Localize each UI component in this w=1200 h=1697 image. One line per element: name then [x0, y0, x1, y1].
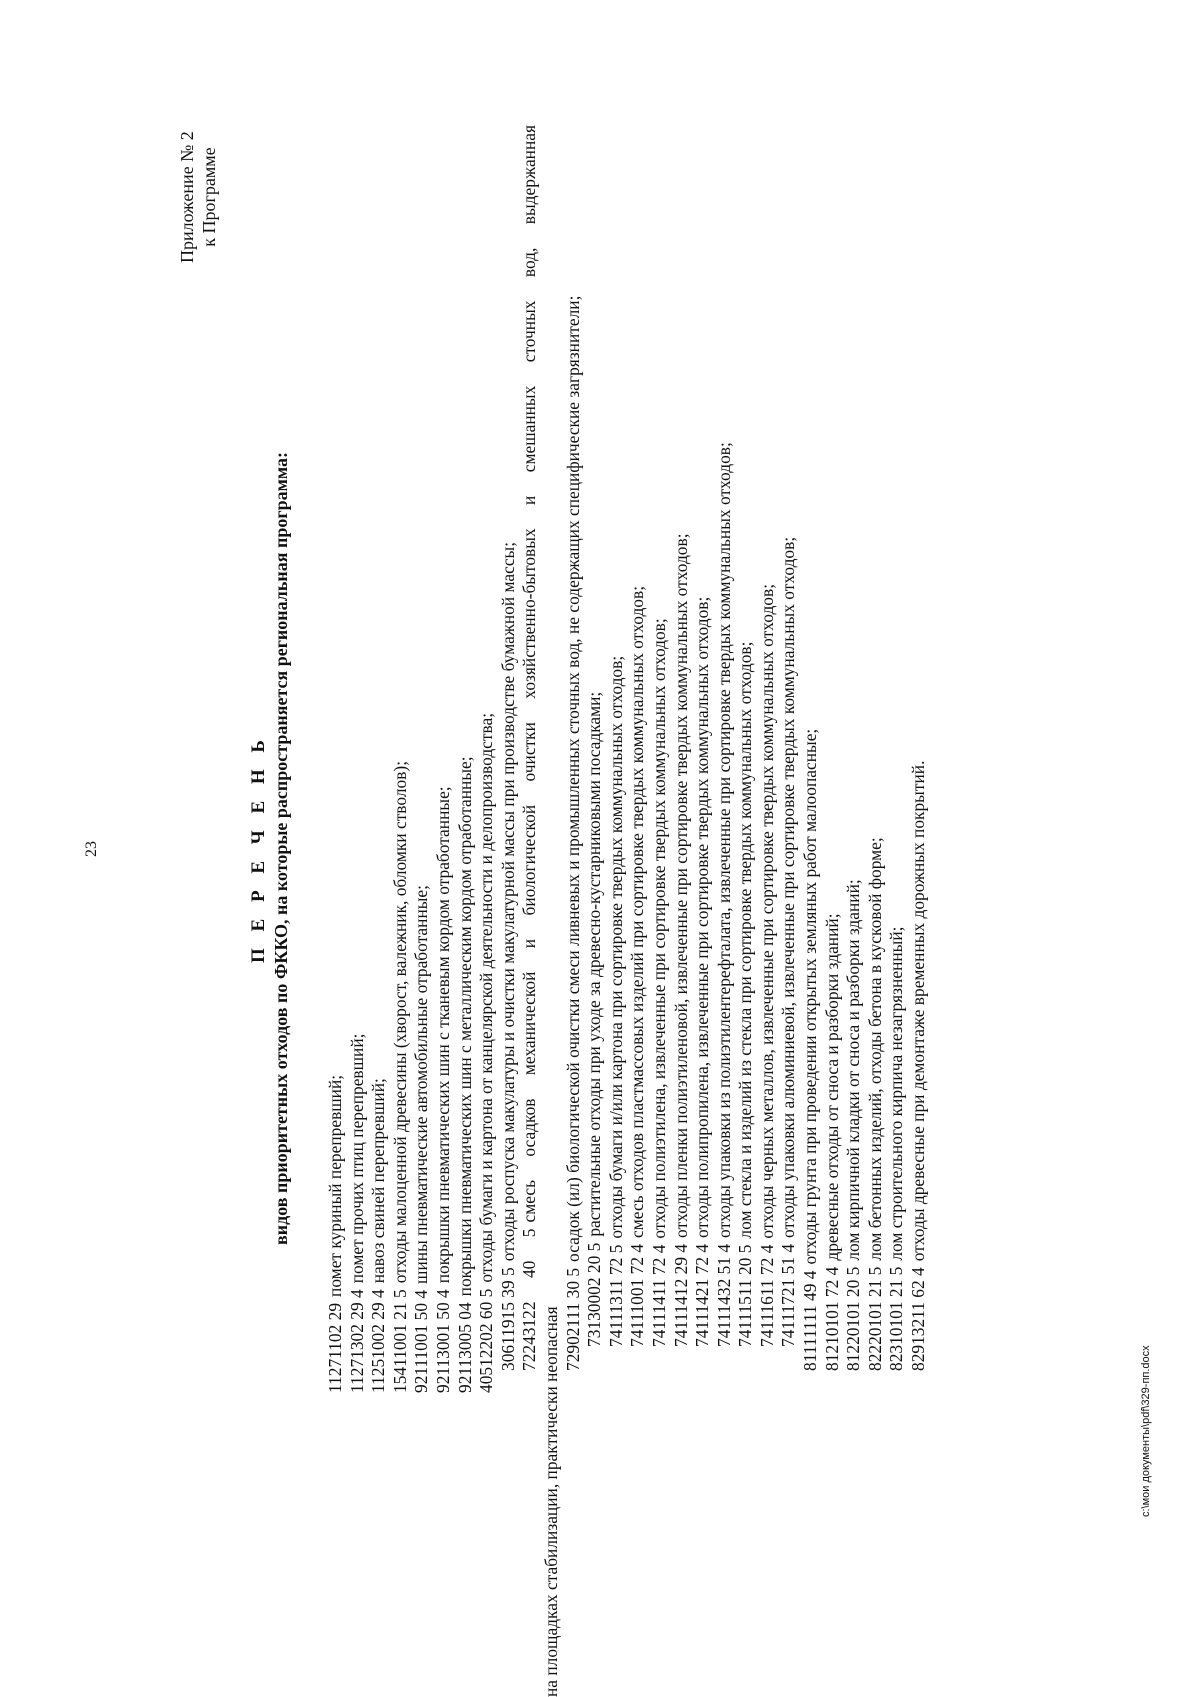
waste-description: покрышки пневматических шин с металлическим кордом отработанные; — [454, 756, 475, 1297]
waste-code: 82913211 62 4 — [908, 1267, 929, 1371]
waste-code: 82310101 21 5 — [886, 1266, 907, 1371]
footer-file-path: c:\мои документы\pdf\329-пп.docx — [1140, 1345, 1152, 1517]
list-item — [433, 0, 455, 1697]
document-subtitle: видов приоритетных отходов по ФККО, на которые распространяется региональная программа: — [271, 452, 291, 1245]
list-item — [606, 0, 628, 1697]
waste-code: 30611915 39 5 — [497, 1267, 518, 1371]
list-item — [735, 0, 757, 1697]
list-item — [519, 0, 541, 1697]
waste-code: 74111421 72 4 — [692, 1243, 713, 1347]
list-item — [908, 0, 930, 1697]
waste-description: шины пневматические автомобильные отработанные; — [411, 885, 432, 1284]
waste-description: смесь осадков механической и биологической очистки хозяйственно-бытовых и смешанных сточных вод, выдержанная — [519, 124, 540, 1223]
list-item — [886, 0, 908, 1697]
waste-code: 11271302 29 4 — [346, 1289, 367, 1393]
list-item — [541, 0, 563, 1697]
waste-code: 81111111 49 4 — [800, 1270, 821, 1371]
waste-description: лом кирпичной кладки от сноса и разборки зданий; — [843, 879, 864, 1261]
waste-description: отходы древесные при демонтаже временных дорожных покрытий. — [908, 760, 929, 1262]
list-item — [498, 0, 520, 1697]
list-item — [455, 0, 477, 1697]
waste-description: отходы бумаги и/или картона при сортировке твердых коммунальных отходов; — [605, 655, 626, 1239]
waste-description: отходы пленки полиэтиленовой, извлеченные при сортировке твердых коммунальных отходов; — [670, 533, 691, 1238]
list-item — [325, 0, 347, 1697]
waste-description: отходы роспуска макулатуры и очистки макулатурной массы при производстве бумажной массы; — [497, 541, 518, 1262]
waste-code: 74111511 20 5 — [735, 1244, 756, 1347]
waste-code-list — [325, 0, 930, 1697]
waste-description: отходы черных металлов, извлеченные при сортировке твердых коммунальных отходов; — [756, 583, 777, 1239]
waste-code: 11251002 29 4 — [368, 1289, 389, 1393]
list-item — [368, 0, 390, 1697]
waste-code: 15411001 21 5 — [389, 1289, 410, 1393]
annex-line-2: к Программе — [199, 147, 219, 247]
waste-code: 72243122 40 5 — [519, 1228, 540, 1371]
waste-code: 11271102 29 — [325, 1302, 345, 1393]
waste-description: помет куриный перепревший; — [325, 1074, 345, 1297]
list-item — [476, 0, 498, 1697]
waste-description: лом бетонных изделий, отходы бетона в кусковой форме; — [864, 837, 885, 1261]
waste-description: осадок (ил) биологической очистки смеси ливневых и промышленных сточных вод, не содержащих специфические загрязнители; — [562, 295, 583, 1262]
list-item — [627, 0, 649, 1697]
list-item — [757, 0, 779, 1697]
list-item — [843, 0, 865, 1697]
waste-code: 92113005 04 — [454, 1302, 475, 1393]
waste-description: отходы полиэтилена, извлеченные при сортировке твердых коммунальных отходов; — [648, 618, 669, 1239]
annex-line-1: Приложение № 2 — [177, 131, 197, 263]
list-item — [822, 0, 844, 1697]
document-title: П Е Р Е Ч Е Н Ь — [248, 734, 269, 963]
waste-description: покрышки пневматических шин с тканевым кордом отработанные; — [432, 786, 453, 1284]
waste-description: смесь отходов пластмассовых изделий при сортировке твердых коммунальных отходов; — [627, 585, 648, 1238]
waste-description: отходы бумаги и картона от канцелярской деятельности и делопроизводства; — [476, 712, 497, 1283]
waste-code: 81220101 20 5 — [843, 1266, 864, 1371]
list-item — [649, 0, 671, 1697]
waste-description: отходы упаковки из полиэтилентерефталата, извлеченные при сортировке твердых коммунальных отходов; — [713, 442, 734, 1238]
waste-description: помет прочих птиц перепревший; — [346, 1033, 367, 1284]
list-item — [865, 0, 887, 1697]
waste-description: отходы грунта при проведении открытых земляных работ малоопасные; — [800, 728, 821, 1265]
annex-heading — [176, 131, 220, 263]
waste-description: на площадках стабилизации, практически неопасная — [540, 1306, 561, 1697]
waste-code: 74111411 72 4 — [648, 1244, 669, 1347]
list-item — [800, 0, 822, 1697]
list-item — [347, 0, 369, 1697]
list-item — [778, 0, 800, 1697]
waste-description: отходы упаковки алюминиевой, извлеченные при сортировке твердых коммунальных отходов; — [778, 536, 799, 1238]
waste-code: 73130002 20 5 — [584, 1242, 605, 1347]
list-item — [584, 0, 606, 1697]
waste-code: 74111311 72 5 — [605, 1244, 626, 1347]
waste-code: 40512202 60 5 — [476, 1288, 497, 1393]
page-number: 23 — [83, 841, 100, 857]
waste-description: отходы малоценной древесины (хворост, валежник, обломки стволов); — [389, 760, 410, 1284]
waste-code: 82220101 21 5 — [864, 1266, 885, 1371]
list-item — [411, 0, 433, 1697]
list-item — [390, 0, 412, 1697]
waste-code: 74111721 51 4 — [778, 1243, 799, 1347]
waste-description: лом строительного кирпича незагрязненный; — [886, 926, 907, 1261]
waste-code: 92113001 50 4 — [432, 1289, 453, 1393]
list-item — [714, 0, 736, 1697]
waste-description: растительные отходы при уходе за древесно-кустарниковыми посадками; — [584, 691, 605, 1237]
list-item — [563, 0, 585, 1697]
waste-description: лом стекла и изделий из стекла при сортировке твердых коммунальных отходов; — [735, 641, 756, 1239]
waste-code: 74111611 72 4 — [756, 1244, 777, 1347]
waste-code: 72902111 30 5 — [562, 1267, 583, 1371]
list-item — [671, 0, 693, 1697]
waste-description: отходы полипропилена, извлеченные при сортировке твердых коммунальных отходов; — [692, 596, 713, 1238]
list-item — [692, 0, 714, 1697]
waste-code: 74111001 72 4 — [627, 1243, 648, 1347]
waste-description: древесные отходы от сноса и разборки зданий; — [821, 913, 842, 1261]
waste-code: 92111001 50 4 — [411, 1289, 432, 1393]
waste-description: навоз свиней перепревший; — [368, 1078, 389, 1284]
waste-code: 81210101 72 4 — [821, 1266, 842, 1371]
waste-code: 74111412 29 4 — [670, 1243, 691, 1347]
waste-code: 74111432 51 4 — [713, 1243, 734, 1347]
